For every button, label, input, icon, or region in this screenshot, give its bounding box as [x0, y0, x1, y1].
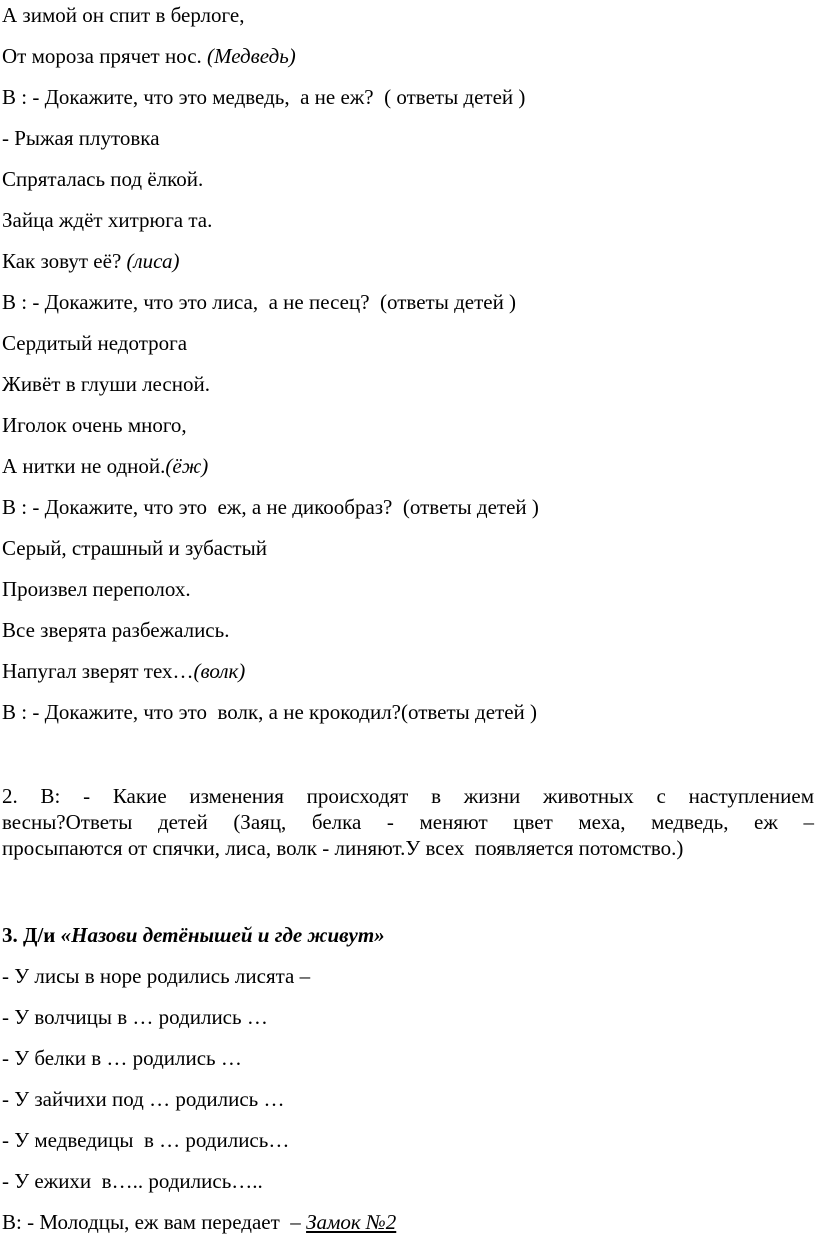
- answer-text: (Медведь): [207, 44, 296, 68]
- text-line: А зимой он спит в берлоге,: [2, 3, 245, 27]
- text-line: Все зверята разбежались.: [2, 618, 230, 642]
- paragraph-line: весны?Ответы детей (Заяц, белка - меняют цвет меха, медведь, еж –: [2, 810, 814, 834]
- text-line: Произвел переполох.: [2, 577, 191, 601]
- closing-line: В: - Молодцы, еж вам передает – Замок №2: [2, 1210, 397, 1234]
- answer-text: (волк): [193, 659, 246, 683]
- game-title: «Назови детёнышей и где живут»: [60, 923, 385, 947]
- text-line: От мороза прячет нос. (Медведь): [2, 44, 296, 68]
- list-item: - У ежихи в….. родились…..: [2, 1169, 263, 1193]
- list-item: - У белки в … родились …: [2, 1046, 242, 1070]
- text-line: А нитки не одной.(ёж): [2, 454, 209, 478]
- text-line: - Рыжая плутовка: [2, 126, 160, 150]
- paragraph-line: 2. В: - Какие изменения происходят в жизни животных с наступлением: [2, 784, 814, 808]
- answer-text: (лиса): [126, 249, 180, 273]
- question-line: В : - Докажите, что это медведь, а не еж? ( ответы детей ): [2, 85, 526, 109]
- answer-text: (ёж): [165, 454, 209, 478]
- section-3-heading: 3. Д/и «Назови детёнышей и где живут»: [2, 923, 385, 947]
- paragraph-line: просыпаются от спячки, лиса, волк - линяют.У всех появляется потомство.): [2, 836, 684, 860]
- list-item: - У волчицы в … родились …: [2, 1005, 268, 1029]
- list-item: - У зайчихи под … родились …: [2, 1087, 285, 1111]
- question-line: В : - Докажите, что это лиса, а не песец? (ответы детей ): [2, 290, 517, 314]
- list-item: - У медведицы в … родились…: [2, 1128, 290, 1152]
- text-line: Спряталась под ёлкой.: [2, 167, 204, 191]
- question-line: В : - Докажите, что это волк, а не крокодил?(ответы детей ): [2, 700, 538, 724]
- lock-link: Замок №2: [306, 1210, 397, 1234]
- question-line: В : - Докажите, что это еж, а не дикообраз? (ответы детей ): [2, 495, 539, 519]
- text-line: Живёт в глуши лесной.: [2, 372, 210, 396]
- text-line: Иголок очень много,: [2, 413, 187, 437]
- section-2-paragraph: [2, 783, 814, 861]
- text-line: Зайца ждёт хитрюга та.: [2, 208, 213, 232]
- text-line: Сердитый недотрога: [2, 331, 188, 355]
- text-line: Напугал зверят тех…(волк): [2, 659, 246, 683]
- list-item: - У лисы в норе родились лисята –: [2, 964, 311, 988]
- text-line: Серый, страшный и зубастый: [2, 536, 267, 560]
- text-line: Как зовут её? (лиса): [2, 249, 180, 273]
